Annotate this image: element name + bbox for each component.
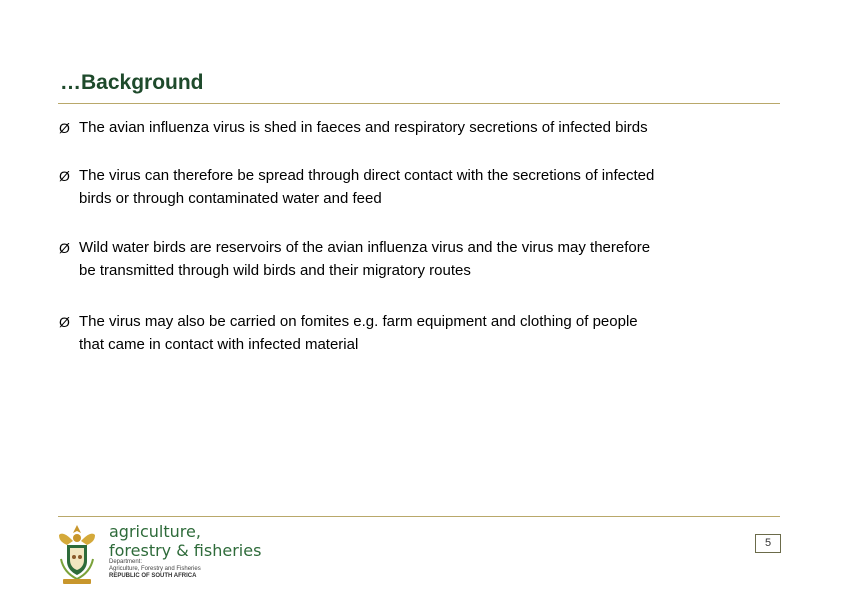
page-number: 5: [755, 534, 781, 553]
bullet-item: [59, 117, 779, 140]
logo-dept-label: Department:: [109, 559, 143, 565]
bullet-line: The virus may also be carried on fomites e.g. farm equipment and clothing of people: [79, 313, 638, 330]
bullet-line: that came in contact with infected material: [79, 335, 359, 353]
bullet-arrow-icon: Ø: [59, 120, 70, 136]
bullet-line: birds or through contaminated water and feed: [79, 189, 382, 207]
bullet-line: Wild water birds are reservoirs of the avian influenza virus and the virus may therefore: [79, 239, 651, 256]
logo-dept-name: Agriculture, Forestry and Fisheries: [109, 566, 201, 572]
bullet-arrow-icon: Ø: [59, 314, 70, 330]
bullet-line: The virus can therefore be spread through direct contact with the secretions of infected: [79, 167, 655, 184]
coat-of-arms-icon: [53, 521, 101, 587]
bullet-line: The avian influenza virus is shed in faeces and respiratory secretions of infected birds: [79, 119, 648, 136]
bullet-item: [59, 311, 779, 356]
bullet-item: [59, 165, 779, 210]
slide-title: …Background: [60, 71, 204, 94]
bullet-line: be transmitted through wild birds and their migratory routes: [79, 261, 471, 279]
bullet-arrow-icon: Ø: [59, 240, 70, 256]
logo-department-text: [109, 559, 201, 580]
title-divider: [58, 103, 780, 104]
logo-line-forestry-fisheries: forestry & fisheries: [109, 541, 262, 560]
logo-country: REPUBLIC OF SOUTH AFRICA: [109, 573, 197, 579]
footer-divider: [58, 516, 780, 517]
logo-line-agriculture: agriculture,: [109, 522, 201, 541]
logo-wordmark: [109, 522, 261, 560]
bullet-arrow-icon: Ø: [59, 168, 70, 184]
department-logo: [53, 521, 262, 587]
bullet-item: [59, 237, 779, 282]
